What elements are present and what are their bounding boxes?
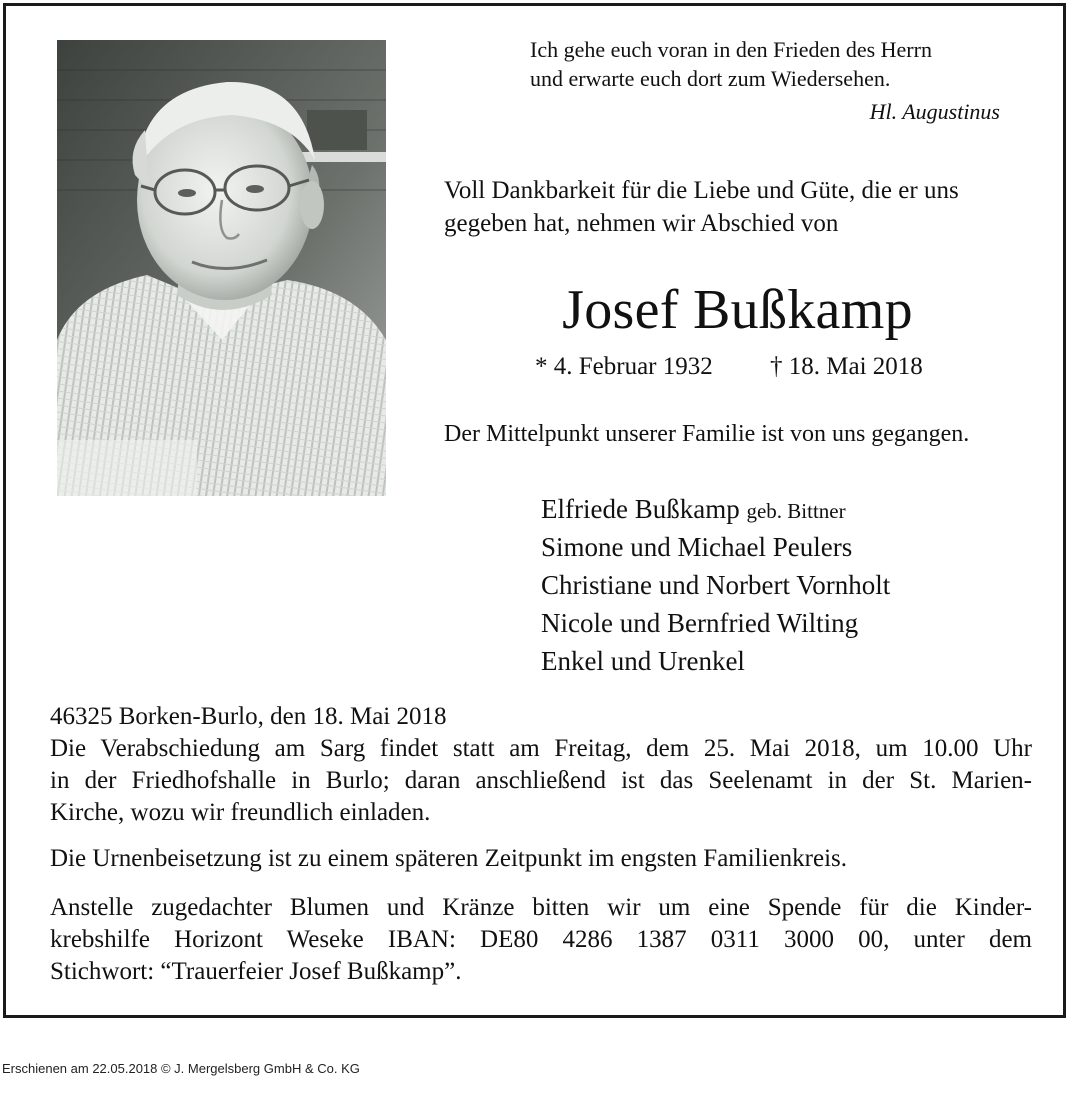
mourner-name: Enkel und Urenkel bbox=[541, 646, 745, 676]
publication-footer: Erschienen am 22.05.2018 © J. Mergelsberg GmbH & Co. KG bbox=[2, 1061, 360, 1076]
mourner-note: geb. Bittner bbox=[746, 499, 846, 523]
quote-line-1: Ich gehe euch voran in den Frieden des Herrn bbox=[530, 37, 932, 62]
quote-line-2: und erwarte euch dort zum Wiedersehen. bbox=[530, 66, 891, 91]
mourner-entry bbox=[541, 566, 890, 604]
death-date: † 18. Mai 2018 bbox=[770, 353, 923, 380]
service-line: in der Friedhofshalle in Burlo; daran anschließend ist das Seelenamt in der St. Marien- bbox=[50, 767, 1032, 794]
donation-line: Anstelle zugedachter Blumen und Kränze bitten wir um eine Spende für die Kinder- bbox=[50, 894, 1032, 921]
intro-line-2: gegeben hat, nehmen wir Abschied von bbox=[444, 210, 839, 237]
donation-line: Stichwort: “Trauerfeier Josef Bußkamp”. bbox=[50, 958, 462, 985]
mourner-name: Simone und Michael Peulers bbox=[541, 532, 853, 562]
mourner-entry bbox=[541, 604, 858, 642]
intro-line-1: Voll Dankbarkeit für die Liebe und Güte, die er uns bbox=[444, 177, 959, 204]
service-info bbox=[50, 733, 1032, 829]
quote-author: Hl. Augustinus bbox=[869, 99, 1000, 124]
mourner-entry bbox=[541, 528, 852, 566]
service-line: Kirche, wozu wir freundlich einladen. bbox=[50, 799, 431, 826]
service-line: Die Verabschiedung am Sarg findet statt am Freitag, dem 25. Mai 2018, um 10.00 Uhr bbox=[50, 735, 1032, 762]
birth-date: * 4. Februar 1932 bbox=[535, 353, 713, 380]
portrait-photo bbox=[57, 40, 386, 496]
mourner-name: Christiane und Norbert Vornholt bbox=[541, 570, 891, 600]
family-statement: Der Mittelpunkt unserer Familie ist von uns gegangen. bbox=[444, 421, 970, 447]
mourner-name: Nicole und Bernfried Wilting bbox=[541, 608, 859, 638]
donation-info bbox=[50, 892, 1032, 988]
donation-line: krebshilfe Horizont Weseke IBAN: DE80 4286 1387 0311 3000 00, unter dem bbox=[50, 926, 1032, 953]
deceased-name: Josef Bußkamp bbox=[562, 279, 913, 341]
mourner-entry bbox=[541, 642, 745, 680]
mourner-entry bbox=[541, 490, 846, 530]
place-date: 46325 Borken-Burlo, den 18. Mai 2018 bbox=[50, 703, 447, 730]
urn-info: Die Urnenbeisetzung ist zu einem späteren Zeitpunkt im engsten Familienkreis. bbox=[50, 845, 848, 872]
mourner-name: Elfriede Bußkamp bbox=[541, 494, 740, 524]
